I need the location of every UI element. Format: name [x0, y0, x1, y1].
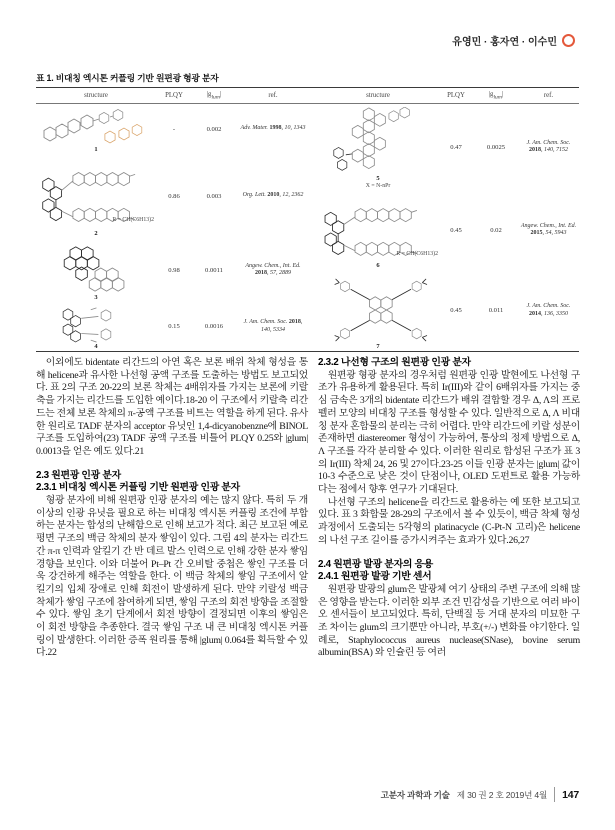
structure-note: R = CH(C6H13)2 — [112, 217, 154, 223]
structure-2-cell — [36, 154, 156, 238]
left-column — [36, 357, 308, 660]
ref-value: J. Am. Chem. Soc. 2014, 136, 3350 — [526, 303, 571, 317]
glum-value: 0.003 — [206, 192, 222, 200]
col-plqy-right: PLQY — [447, 92, 465, 99]
section-heading-2-4-1: 2.4.1 원편광 발광 기반 센서 — [318, 571, 432, 583]
footer-issue: 제 30 권 2 호 2019년 4월 — [456, 789, 548, 800]
table-row — [36, 238, 310, 302]
structure-note: R = CH(C6H13)2 — [396, 251, 438, 257]
ref-value: Adv. Mater. 1998, 10, 1343 — [240, 125, 306, 132]
plqy-value: 0.86 — [168, 192, 180, 200]
orange-circle-icon — [562, 34, 575, 47]
col-plqy-left: PLQY — [165, 92, 183, 99]
structure-number: 1 — [94, 146, 98, 153]
plqy-value: - — [172, 125, 176, 133]
structure-number: 6 — [376, 262, 380, 269]
paragraph: 원편광 발광의 glum은 발광체 여기 상태의 주변 구조에 의해 많은 영향을 받는다. 이러한 외부 조건 민감성을 기반으로 여러 바이오 센서들이 보고되었다. 특히, 단백질 등 거대 분자의 미묘한 구조 차이는 glum의 크기뿐만 아니라, 부호(+/-) 변화를 야기한다. 일례로, Staphylococcus aureus nuclease(SNase), bovine serum albumin(BSA) 와 인슐린 등 여러 — [318, 583, 580, 659]
structure-4-cell — [36, 302, 156, 351]
structure-6-cell — [318, 190, 438, 270]
glum-value: 0.002 — [206, 125, 222, 133]
glum-value: 0.0016 — [204, 323, 224, 330]
table-header — [36, 88, 579, 104]
glum-value: 0.02 — [490, 226, 502, 234]
table-title: 표 1. 비대칭 엑시톤 커플링 기반 원편광 형광 분자 — [36, 73, 219, 83]
table-row — [36, 154, 310, 238]
section-heading-2-3-2: 2.3.2 나선형 구조의 원편광 인광 분자 — [318, 357, 471, 368]
section-heading-2-4: 2.4 원편광 발광 분자의 응용 — [318, 558, 433, 570]
table-row — [318, 104, 579, 190]
col-structure-left: structure — [84, 92, 108, 99]
structure-note: X = N-nPr — [365, 183, 391, 189]
paragraph: 형광 분자에 비해 원편광 인광 분자의 예는 많지 않다. 특히 두 개 이상의 인광 유닛을 필요로 하는 비대칭 엑시톤 커플링 조건에 부합하는 분자는 합성의 난해함으로 인해 보고가 적다. 최근 보고된 예로 평면 구조의 백금 착체의 분자 쌓임이 있다. 그림 4의 분자는 리간드 간 π-π 인력과 알킬기 간 반 데르 발스 인력으로 인해 강한 분자 쌓임 경향을 보인다. 이와 더불어 Pt–Pt 간 오비탈 중첩은 쌓인 구조를 더욱 강건하게 해주는 역할을 한다. 이 백금 착체의 쌓임 구조에서 알킬기의 입체 장애로 인해 회전이 발생하게 된다. 만약 키랄성 백금 착체가 쌓임 구조에 참여하게 되면, 쌓임 구조의 회전 방향을 조절할 수 있다. 쌓임 초기 단계에서 회전 방향이 결정되면 이후의 쌓임은 이 회전 방향을 추종한다. 결국 쌓임 구조 내 큰 비대칭 엑시톤 커플링이 발생한다. 이러한 증폭 원리를 통해 |glum| 0.064를 획득할 수 있다.22 — [36, 495, 308, 659]
structure-3-cell — [36, 238, 156, 302]
plqy-value: 0.45 — [450, 307, 462, 314]
ref-value: J. Am. Chem. Soc. 2018, 140, 7152 — [526, 139, 571, 153]
glum-value: 0.011 — [488, 307, 504, 314]
right-column — [318, 357, 580, 660]
structure-number: 3 — [94, 294, 98, 301]
plqy-value: 0.45 — [450, 226, 462, 234]
plqy-value: 0.15 — [168, 323, 180, 330]
ref-value: Angew. Chem., Int. Ed. 2018, 57, 2889 — [245, 262, 301, 276]
page-number: 147 — [562, 788, 579, 801]
paragraph: 나선형 구조의 helicene을 리간드로 활용하는 예 또한 보고되고 있다. 표 3 화합물 28-29의 구조에서 볼 수 있듯이, 백금 착체 형성 과정에서 도출되는 5각형의 platinacycle (C-Pt-N 고리)은 helicene의 나선 구조 길이를 증가시켜주는 효과가 있다.26,27 — [318, 496, 580, 546]
paragraph: 원편광 형광 분자의 경우처럼 원편광 인광 발현에도 나선형 구조가 유용하게 활용된다. 특히 Ir(III)와 같이 6배위자를 가지는 중심 금속은 3개의 bidentate 리간드가 배위 결합할 경우 Δ, Λ의 프로펠러 모양의 비대칭 구조를 형성할 수 있다. 일반적으로 Δ, Λ 비대칭 분자 혼합물의 분리는 극히 어렵다. 만약 리간드에 키랄 성분이 존재하면 diastereomer 형성이 가능하여, 통상의 정제 방법으로 Δ, Λ 구조를 각각 분리할 수 있다. 이러한 원리로 합성된 구조가 표 3의 Ir(III) 착체 24, 26 및 27이다.23-25 이들 인광 분자는 |glum| 값이 10-3 수준으로 낮은 것이 단점이나, OLED 도펀트로 활용 가능하다는 점에서 향후 연구가 기대된다. — [318, 369, 580, 496]
col-structure-right: structure — [366, 92, 390, 99]
col-ref-left: ref. — [268, 92, 278, 99]
structure-4-drawing — [36, 305, 156, 343]
footer — [381, 787, 579, 802]
plqy-value: 0.47 — [450, 143, 462, 151]
ref-value: J. Am. Chem. Soc. 2018, 140, 5334 — [243, 319, 303, 333]
structure-7-drawing — [318, 277, 438, 343]
author-names: 유영민 · 홍자연 · 이수민 — [452, 37, 557, 48]
plqy-value: 0.98 — [168, 266, 180, 274]
structure-number: 5 — [376, 175, 380, 182]
author-line — [452, 33, 575, 48]
table-left-half — [36, 104, 310, 351]
table-right-half — [318, 104, 579, 351]
col-glum-right: $|g_{lum}|$ — [488, 90, 504, 101]
col-glum-left: $|g_{lum}|$ — [206, 90, 222, 101]
structure-3-drawing — [36, 242, 156, 294]
table-row — [36, 302, 310, 351]
section-heading-2-3-1: 2.3.1 비대칭 엑시톤 커플링 기반 원편광 인광 분자 — [36, 482, 240, 494]
footer-journal-name: 고분자 과학과 기술 — [380, 789, 450, 800]
structure-1-cell — [36, 104, 156, 154]
structure-5-drawing — [318, 107, 438, 175]
table-row — [318, 270, 579, 351]
table-row — [36, 104, 310, 154]
ref-value: Org. Lett. 2010, 12, 2362 — [242, 192, 304, 199]
table-row — [318, 190, 579, 270]
structure-number: 7 — [376, 343, 380, 350]
section-heading-2-3: 2.3 원편광 인광 분자 — [36, 469, 121, 481]
glum-value: 0.0025 — [486, 143, 506, 151]
structure-number: 2 — [94, 230, 98, 237]
glum-value: 0.0011 — [205, 266, 223, 274]
structure-5-cell — [318, 104, 438, 190]
structure-1-drawing — [36, 108, 156, 146]
col-ref-right: ref. — [543, 92, 554, 99]
structure-7-cell — [318, 270, 438, 351]
paragraph: 이외에도 bidentate 리간드의 아연 혹은 보론 배위 착체 형성을 통해 helicene과 유사한 나선형 공액 구조를 도출하는 방법도 보고되었다. 표 2의 구조 20-22의 보론 착체는 4배위자를 가지는 보론에 키랄축을 가지는 리간드를 도입한 예이다.18-20 이 구조에서 키랄축 리간드는 전체 보론 착체의 π-공액 구조를 비트는 역할을 하게 된다. 유사한 원리로 TADF 분자의 acceptor 유닛인 1,4-dicyanobenzne에 BINOL 구조를 도입하여(23) TADF 공액 구조를 비틀어 PLQY 0.25와 |glum| 0.0013을 얻은 예도 있다.21 — [36, 357, 308, 457]
footer-divider — [554, 787, 555, 802]
structure-number: 4 — [94, 343, 98, 350]
table-1 — [36, 87, 579, 352]
ref-value: Angew. Chem., Int. Ed. 2015, 54, 5943 — [520, 222, 577, 236]
